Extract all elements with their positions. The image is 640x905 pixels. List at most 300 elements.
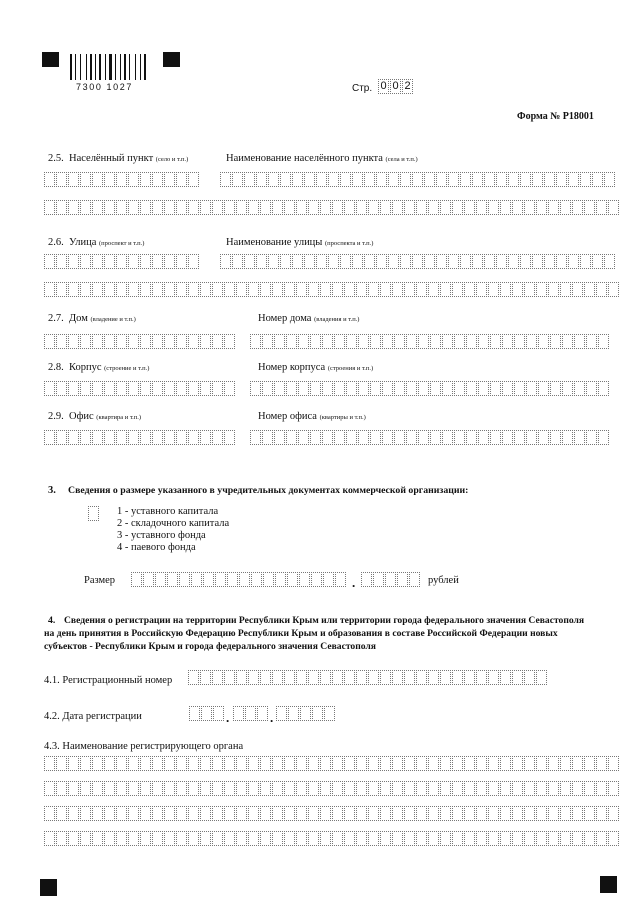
input-cell[interactable]: [176, 756, 187, 771]
input-cell[interactable]: [300, 706, 311, 721]
input-cell[interactable]: [104, 831, 115, 846]
input-cell[interactable]: [275, 572, 286, 587]
input-cell[interactable]: [376, 254, 387, 269]
input-cell[interactable]: [464, 756, 475, 771]
input-cell[interactable]: [392, 831, 403, 846]
input-cell[interactable]: [428, 200, 439, 215]
input-cell[interactable]: [476, 282, 487, 297]
input-cell[interactable]: [544, 172, 555, 187]
input-cell[interactable]: [128, 756, 139, 771]
reg-date-month-input[interactable]: [233, 706, 269, 721]
input-cell[interactable]: [236, 200, 247, 215]
input-cell[interactable]: [416, 806, 427, 821]
input-cell[interactable]: [502, 430, 513, 445]
input-cell[interactable]: [430, 381, 441, 396]
input-cell[interactable]: [320, 756, 331, 771]
input-cell[interactable]: [436, 172, 447, 187]
input-cell[interactable]: [340, 172, 351, 187]
input-cell[interactable]: [260, 831, 271, 846]
input-cell[interactable]: [428, 282, 439, 297]
input-cell[interactable]: [152, 781, 163, 796]
input-cell[interactable]: [512, 756, 523, 771]
house-number-input[interactable]: [250, 334, 610, 349]
input-cell[interactable]: [584, 831, 595, 846]
input-cell[interactable]: [68, 282, 79, 297]
input-cell[interactable]: [116, 756, 127, 771]
input-cell[interactable]: [164, 334, 175, 349]
input-cell[interactable]: [274, 430, 285, 445]
input-cell[interactable]: [608, 831, 619, 846]
input-cell[interactable]: [188, 254, 199, 269]
input-cell[interactable]: [586, 381, 597, 396]
input-cell[interactable]: [416, 781, 427, 796]
input-cell[interactable]: [299, 572, 310, 587]
input-cell[interactable]: [334, 334, 345, 349]
input-cell[interactable]: [608, 781, 619, 796]
input-cell[interactable]: [464, 806, 475, 821]
input-cell[interactable]: [272, 781, 283, 796]
input-cell[interactable]: [104, 334, 115, 349]
input-cell[interactable]: [476, 806, 487, 821]
input-cell[interactable]: [488, 200, 499, 215]
input-cell[interactable]: [308, 781, 319, 796]
input-cell[interactable]: [604, 172, 615, 187]
input-cell[interactable]: [512, 200, 523, 215]
input-cell[interactable]: [164, 282, 175, 297]
input-cell[interactable]: [478, 334, 489, 349]
input-cell[interactable]: [212, 282, 223, 297]
input-cell[interactable]: [320, 200, 331, 215]
input-cell[interactable]: [568, 172, 579, 187]
input-cell[interactable]: [268, 254, 279, 269]
input-cell[interactable]: [500, 282, 511, 297]
input-cell[interactable]: [478, 381, 489, 396]
input-cell[interactable]: [584, 756, 595, 771]
input-cell[interactable]: [44, 430, 55, 445]
reg-date-day-input[interactable]: [189, 706, 225, 721]
input-cell[interactable]: [92, 756, 103, 771]
input-cell[interactable]: [382, 430, 393, 445]
input-cell[interactable]: [608, 756, 619, 771]
input-cell[interactable]: [508, 254, 519, 269]
input-cell[interactable]: [416, 831, 427, 846]
input-cell[interactable]: [188, 670, 199, 685]
input-cell[interactable]: [584, 200, 595, 215]
input-cell[interactable]: [335, 572, 346, 587]
input-cell[interactable]: [380, 781, 391, 796]
input-cell[interactable]: [380, 200, 391, 215]
input-cell[interactable]: [502, 334, 513, 349]
input-cell[interactable]: [496, 172, 507, 187]
input-cell[interactable]: [56, 172, 67, 187]
input-cell[interactable]: [308, 200, 319, 215]
input-cell[interactable]: [392, 200, 403, 215]
input-cell[interactable]: [406, 381, 417, 396]
input-cell[interactable]: [116, 806, 127, 821]
input-cell[interactable]: [496, 254, 507, 269]
input-cell[interactable]: [322, 334, 333, 349]
input-cell[interactable]: [466, 430, 477, 445]
building-type-input[interactable]: [44, 381, 236, 396]
input-cell[interactable]: [464, 200, 475, 215]
input-cell[interactable]: [344, 200, 355, 215]
authority-input-line-4[interactable]: [44, 831, 620, 846]
input-cell[interactable]: [224, 756, 235, 771]
input-cell[interactable]: [500, 831, 511, 846]
input-cell[interactable]: [526, 334, 537, 349]
input-cell[interactable]: [92, 430, 103, 445]
input-cell[interactable]: [368, 831, 379, 846]
input-cell[interactable]: [409, 572, 420, 587]
input-cell[interactable]: [358, 381, 369, 396]
input-cell[interactable]: [550, 334, 561, 349]
input-cell[interactable]: [164, 806, 175, 821]
input-cell[interactable]: [598, 334, 609, 349]
input-cell[interactable]: [88, 506, 99, 521]
input-cell[interactable]: [104, 282, 115, 297]
input-cell[interactable]: [596, 756, 607, 771]
input-cell[interactable]: [272, 756, 283, 771]
input-cell[interactable]: [284, 282, 295, 297]
input-cell[interactable]: [68, 172, 79, 187]
input-cell[interactable]: [332, 670, 343, 685]
input-cell[interactable]: [520, 172, 531, 187]
input-cell[interactable]: [284, 806, 295, 821]
input-cell[interactable]: [268, 172, 279, 187]
input-cell[interactable]: [440, 756, 451, 771]
input-cell[interactable]: [560, 756, 571, 771]
input-cell[interactable]: [224, 781, 235, 796]
size-fraction-input[interactable]: [361, 572, 421, 587]
input-cell[interactable]: [532, 172, 543, 187]
input-cell[interactable]: [80, 381, 91, 396]
input-cell[interactable]: [68, 831, 79, 846]
input-cell[interactable]: [346, 381, 357, 396]
input-cell[interactable]: [251, 572, 262, 587]
input-cell[interactable]: [484, 254, 495, 269]
input-cell[interactable]: [472, 172, 483, 187]
input-cell[interactable]: [68, 381, 79, 396]
input-cell[interactable]: [164, 781, 175, 796]
input-cell[interactable]: [189, 706, 200, 721]
input-cell[interactable]: [488, 670, 499, 685]
input-cell[interactable]: [548, 781, 559, 796]
input-cell[interactable]: [394, 430, 405, 445]
input-cell[interactable]: [56, 254, 67, 269]
input-cell[interactable]: [308, 831, 319, 846]
input-cell[interactable]: [344, 756, 355, 771]
input-cell[interactable]: [179, 572, 190, 587]
input-cell[interactable]: [592, 254, 603, 269]
authority-input-line-2[interactable]: [44, 781, 620, 796]
input-cell[interactable]: [548, 831, 559, 846]
input-cell[interactable]: [596, 781, 607, 796]
input-cell[interactable]: [418, 334, 429, 349]
input-cell[interactable]: [416, 282, 427, 297]
input-cell[interactable]: [188, 172, 199, 187]
input-cell[interactable]: [361, 572, 372, 587]
input-cell[interactable]: [572, 831, 583, 846]
input-cell[interactable]: [287, 572, 298, 587]
input-cell[interactable]: [452, 282, 463, 297]
input-cell[interactable]: [320, 806, 331, 821]
input-cell[interactable]: [152, 254, 163, 269]
input-cell[interactable]: [200, 430, 211, 445]
input-cell[interactable]: [490, 334, 501, 349]
input-cell[interactable]: [536, 670, 547, 685]
input-cell[interactable]: [316, 254, 327, 269]
input-cell[interactable]: [514, 334, 525, 349]
input-cell[interactable]: [116, 831, 127, 846]
input-cell[interactable]: [584, 282, 595, 297]
input-cell[interactable]: [368, 670, 379, 685]
input-cell[interactable]: [412, 254, 423, 269]
input-cell[interactable]: [356, 781, 367, 796]
input-cell[interactable]: [176, 430, 187, 445]
input-cell[interactable]: [574, 381, 585, 396]
input-cell[interactable]: [412, 172, 423, 187]
input-cell[interactable]: [334, 381, 345, 396]
input-cell[interactable]: [200, 670, 211, 685]
input-cell[interactable]: [244, 254, 255, 269]
input-cell[interactable]: [404, 200, 415, 215]
input-cell[interactable]: [272, 200, 283, 215]
input-cell[interactable]: [442, 381, 453, 396]
input-cell[interactable]: [440, 806, 451, 821]
input-cell[interactable]: [584, 781, 595, 796]
input-cell[interactable]: [512, 831, 523, 846]
input-cell[interactable]: [596, 806, 607, 821]
input-cell[interactable]: [212, 381, 223, 396]
input-cell[interactable]: [68, 254, 79, 269]
input-cell[interactable]: [68, 781, 79, 796]
input-cell[interactable]: [152, 282, 163, 297]
input-cell[interactable]: [440, 831, 451, 846]
input-cell[interactable]: [188, 334, 199, 349]
input-cell[interactable]: [596, 831, 607, 846]
input-cell[interactable]: [385, 572, 396, 587]
input-cell[interactable]: [248, 282, 259, 297]
input-cell[interactable]: [92, 200, 103, 215]
input-cell[interactable]: [592, 172, 603, 187]
input-cell[interactable]: [320, 831, 331, 846]
input-cell[interactable]: [201, 706, 212, 721]
input-cell[interactable]: [370, 334, 381, 349]
input-cell[interactable]: [128, 200, 139, 215]
input-cell[interactable]: [236, 282, 247, 297]
input-cell[interactable]: [310, 381, 321, 396]
input-cell[interactable]: [286, 381, 297, 396]
input-cell[interactable]: [80, 756, 91, 771]
input-cell[interactable]: [92, 806, 103, 821]
input-cell[interactable]: [224, 670, 235, 685]
input-cell[interactable]: [56, 806, 67, 821]
input-cell[interactable]: [284, 670, 295, 685]
input-cell[interactable]: [248, 806, 259, 821]
input-cell[interactable]: [248, 781, 259, 796]
input-cell[interactable]: [164, 172, 175, 187]
input-cell[interactable]: [538, 381, 549, 396]
input-cell[interactable]: [286, 334, 297, 349]
capital-type-input[interactable]: [88, 506, 100, 521]
street-type-input[interactable]: [44, 254, 200, 269]
input-cell[interactable]: [288, 706, 299, 721]
input-cell[interactable]: [56, 781, 67, 796]
input-cell[interactable]: [260, 200, 271, 215]
input-cell[interactable]: [404, 781, 415, 796]
input-cell[interactable]: [436, 254, 447, 269]
input-cell[interactable]: [260, 806, 271, 821]
input-cell[interactable]: [536, 200, 547, 215]
input-cell[interactable]: [560, 282, 571, 297]
input-cell[interactable]: [376, 172, 387, 187]
input-cell[interactable]: [400, 172, 411, 187]
input-cell[interactable]: [368, 756, 379, 771]
input-cell[interactable]: [332, 831, 343, 846]
input-cell[interactable]: [56, 282, 67, 297]
input-cell[interactable]: [232, 172, 243, 187]
input-cell[interactable]: [262, 430, 273, 445]
input-cell[interactable]: [164, 200, 175, 215]
input-cell[interactable]: [356, 806, 367, 821]
input-cell[interactable]: [176, 806, 187, 821]
input-cell[interactable]: [328, 254, 339, 269]
input-cell[interactable]: [56, 756, 67, 771]
input-cell[interactable]: [380, 670, 391, 685]
input-cell[interactable]: [104, 381, 115, 396]
input-cell[interactable]: [116, 381, 127, 396]
input-cell[interactable]: [430, 334, 441, 349]
input-cell[interactable]: [596, 200, 607, 215]
input-cell[interactable]: [370, 430, 381, 445]
input-cell[interactable]: [80, 282, 91, 297]
input-cell[interactable]: [200, 334, 211, 349]
input-cell[interactable]: [244, 172, 255, 187]
input-cell[interactable]: [500, 200, 511, 215]
input-cell[interactable]: [262, 334, 273, 349]
input-cell[interactable]: [298, 381, 309, 396]
input-cell[interactable]: [562, 334, 573, 349]
input-cell[interactable]: [236, 781, 247, 796]
input-cell[interactable]: [56, 200, 67, 215]
input-cell[interactable]: [188, 430, 199, 445]
input-cell[interactable]: [296, 831, 307, 846]
input-cell[interactable]: [562, 430, 573, 445]
input-cell[interactable]: [304, 254, 315, 269]
input-cell[interactable]: [56, 334, 67, 349]
input-cell[interactable]: [128, 781, 139, 796]
input-cell[interactable]: [416, 670, 427, 685]
input-cell[interactable]: [155, 572, 166, 587]
input-cell[interactable]: [344, 670, 355, 685]
input-cell[interactable]: [220, 172, 231, 187]
input-cell[interactable]: [440, 781, 451, 796]
input-cell[interactable]: [80, 806, 91, 821]
input-cell[interactable]: [428, 781, 439, 796]
input-cell[interactable]: [424, 254, 435, 269]
input-cell[interactable]: [296, 282, 307, 297]
input-cell[interactable]: [356, 831, 367, 846]
input-cell[interactable]: [452, 806, 463, 821]
input-cell[interactable]: [80, 831, 91, 846]
input-cell[interactable]: [272, 282, 283, 297]
input-cell[interactable]: [104, 756, 115, 771]
input-cell[interactable]: [250, 430, 261, 445]
input-cell[interactable]: [212, 670, 223, 685]
input-cell[interactable]: [239, 572, 250, 587]
input-cell[interactable]: [104, 806, 115, 821]
input-cell[interactable]: [430, 430, 441, 445]
input-cell[interactable]: [544, 254, 555, 269]
input-cell[interactable]: [116, 781, 127, 796]
authority-input-line-3[interactable]: [44, 806, 620, 821]
input-cell[interactable]: [284, 831, 295, 846]
input-cell[interactable]: [332, 756, 343, 771]
input-cell[interactable]: [176, 381, 187, 396]
input-cell[interactable]: [272, 670, 283, 685]
input-cell[interactable]: [236, 670, 247, 685]
input-cell[interactable]: [320, 282, 331, 297]
input-cell[interactable]: [140, 172, 151, 187]
input-cell[interactable]: [550, 381, 561, 396]
input-cell[interactable]: [308, 756, 319, 771]
input-cell[interactable]: [380, 806, 391, 821]
input-cell[interactable]: [224, 430, 235, 445]
input-cell[interactable]: [296, 806, 307, 821]
input-cell[interactable]: [44, 806, 55, 821]
input-cell[interactable]: [526, 430, 537, 445]
input-cell[interactable]: [296, 200, 307, 215]
input-cell[interactable]: [574, 334, 585, 349]
input-cell[interactable]: [284, 756, 295, 771]
input-cell[interactable]: [502, 381, 513, 396]
input-cell[interactable]: [128, 430, 139, 445]
input-cell[interactable]: [292, 172, 303, 187]
input-cell[interactable]: [580, 254, 591, 269]
input-cell[interactable]: [212, 831, 223, 846]
input-cell[interactable]: [608, 806, 619, 821]
input-cell[interactable]: [344, 831, 355, 846]
input-cell[interactable]: [236, 831, 247, 846]
input-cell[interactable]: [68, 756, 79, 771]
input-cell[interactable]: [418, 430, 429, 445]
input-cell[interactable]: [464, 781, 475, 796]
input-cell[interactable]: [224, 831, 235, 846]
input-cell[interactable]: [248, 756, 259, 771]
input-cell[interactable]: [344, 282, 355, 297]
input-cell[interactable]: [572, 200, 583, 215]
input-cell[interactable]: [460, 172, 471, 187]
input-cell[interactable]: [272, 831, 283, 846]
input-cell[interactable]: [397, 572, 408, 587]
input-cell[interactable]: [562, 381, 573, 396]
input-cell[interactable]: [490, 430, 501, 445]
input-cell[interactable]: [416, 756, 427, 771]
office-number-input[interactable]: [250, 430, 610, 445]
input-cell[interactable]: [188, 756, 199, 771]
input-cell[interactable]: [152, 334, 163, 349]
input-cell[interactable]: [488, 756, 499, 771]
input-cell[interactable]: [596, 282, 607, 297]
input-cell[interactable]: [104, 254, 115, 269]
input-cell[interactable]: [452, 670, 463, 685]
input-cell[interactable]: [152, 381, 163, 396]
input-cell[interactable]: [310, 334, 321, 349]
input-cell[interactable]: [280, 254, 291, 269]
input-cell[interactable]: [298, 430, 309, 445]
input-cell[interactable]: [332, 781, 343, 796]
input-cell[interactable]: [368, 200, 379, 215]
